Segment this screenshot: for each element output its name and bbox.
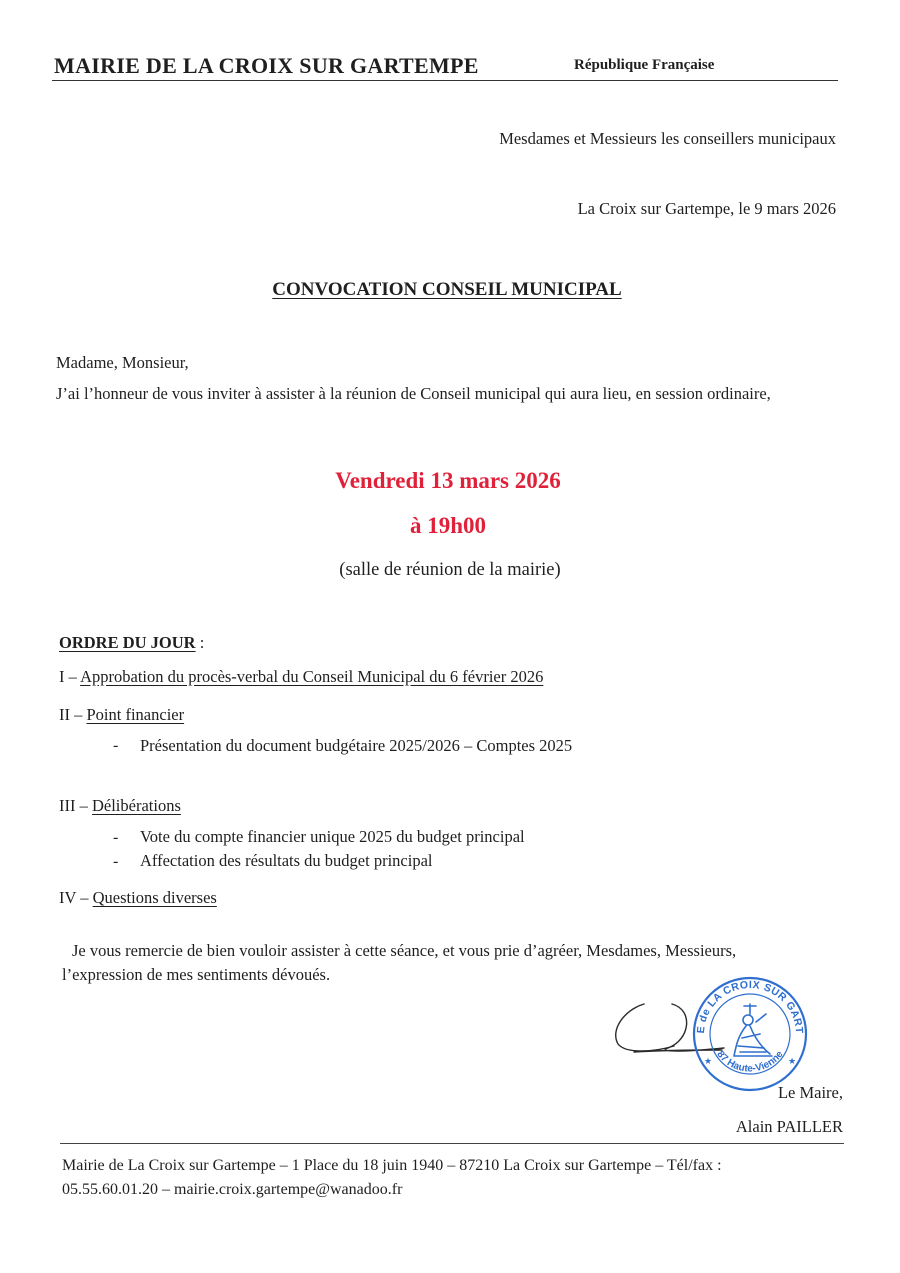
agenda-heading-colon: :	[195, 633, 205, 652]
agenda-item-number: II –	[59, 705, 87, 724]
footer-divider	[60, 1143, 844, 1144]
agenda-item-2	[59, 705, 184, 725]
addressee: Mesdames et Messieurs les conseillers municipaux	[499, 129, 836, 148]
mairie-title: MAIRIE DE LA CROIX SUR GARTEMPE	[54, 53, 479, 78]
agenda-item-label: Point financier	[86, 705, 185, 724]
agenda-item-1	[59, 667, 543, 687]
agenda-item-number: I –	[59, 667, 81, 686]
agenda-subitem: Vote du compte financier unique 2025 du budget principal	[140, 827, 525, 846]
stamp-star-icon: ★	[788, 1056, 797, 1066]
closing-line-1: Je vous remercie de bien vouloir assister à cette séance, et vous prie d’agréer, Mesdames, Messieurs,	[72, 941, 737, 960]
mayor-role: Le Maire,	[777, 1083, 843, 1102]
agenda-item-label: Approbation du procès-verbal du Conseil Municipal du 6 février 2026	[80, 667, 544, 686]
marianne-figure-icon	[734, 1004, 772, 1056]
agenda-heading-label: ORDRE DU JOUR	[59, 633, 196, 652]
stamp-top-text: MAIRIE de LA CROIX SUR GARTEMPE	[685, 965, 806, 1035]
agenda-heading	[59, 633, 204, 653]
mairie-stamp	[685, 965, 810, 1094]
agenda-item-3	[59, 796, 181, 816]
footer-contact: 05.55.60.01.20 – mairie.croix.gartempe@wanadoo.fr	[62, 1181, 403, 1198]
meeting-date: Vendredi 13 mars 2026	[335, 468, 561, 493]
salutation: Madame, Monsieur,	[56, 353, 189, 372]
header-divider	[52, 80, 838, 81]
agenda-item-label: Questions diverses	[92, 888, 217, 907]
republique-label: République Française	[574, 57, 715, 73]
bullet-dash: -	[113, 853, 119, 870]
agenda-item-number: IV –	[59, 888, 93, 907]
meeting-place: (salle de réunion de la mairie)	[339, 560, 561, 580]
closing-line-2: l’expression de mes sentiments dévoués.	[62, 965, 331, 984]
place-date-line: La Croix sur Gartempe, le 9 mars 2026	[577, 199, 836, 218]
agenda-subitem: Affectation des résultats du budget principal	[140, 851, 433, 870]
document-title: CONVOCATION CONSEIL MUNICIPAL	[272, 279, 622, 300]
stamp-star-icon: ★	[704, 1056, 713, 1066]
intro-paragraph: J’ai l’honneur de vous inviter à assister à la réunion de Conseil municipal qui aura lieu, en session ordinaire,	[56, 384, 771, 403]
bullet-dash: -	[113, 829, 119, 846]
bullet-dash: -	[113, 737, 119, 754]
agenda-item-number: III –	[59, 796, 92, 815]
mayor-name: Alain PAILLER	[735, 1117, 843, 1136]
agenda-item-4	[59, 888, 217, 908]
agenda-item-label: Délibérations	[91, 796, 181, 815]
agenda-subitem: Présentation du document budgétaire 2025/2026 – Comptes 2025	[140, 736, 573, 755]
stamp-bottom-text: 87 Haute-Vienne	[714, 1049, 786, 1075]
meeting-time: à 19h00	[409, 513, 487, 538]
footer-address: Mairie de La Croix sur Gartempe – 1 Place du 18 juin 1940 – 87210 La Croix sur Gartempe – Tél/fax :	[62, 1157, 722, 1174]
